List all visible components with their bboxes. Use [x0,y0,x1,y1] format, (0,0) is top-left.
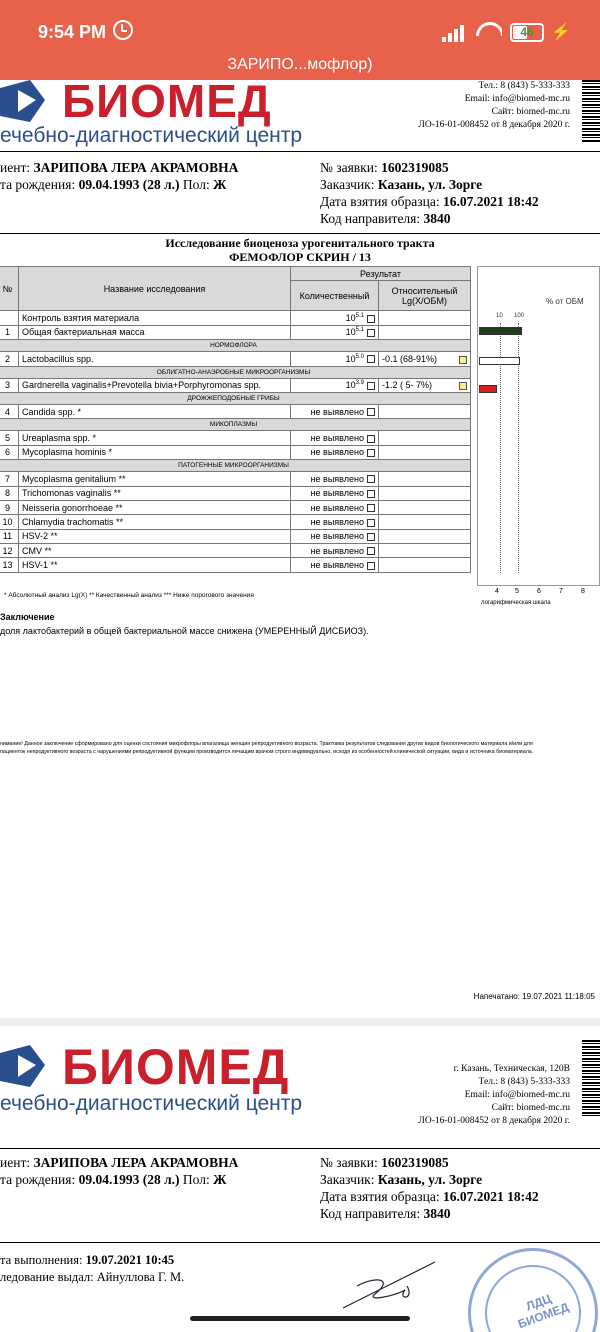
qty-value: не выявлено [310,406,364,417]
table-row [0,325,471,339]
patient-info [0,159,238,193]
sample-date-label: Дата взятия образца: [320,194,440,209]
row-num [0,311,19,325]
biomed-logo-icon [0,80,70,122]
lab-contacts [418,1063,570,1128]
row-rel [379,515,471,529]
checkbox-icon [367,533,375,541]
chart-bar [479,385,497,393]
row-qty [291,529,379,543]
qty-value: 10 [345,353,356,364]
tick: 5 [515,588,519,595]
row-name: Общая бактериальная масса [19,325,291,339]
ref-label: Код направителя: [320,1206,421,1221]
lab-site: Сайт: biomed-mc.ru [491,1103,570,1113]
dob-label: та рождения: [0,1172,76,1187]
row-rel [379,445,471,459]
printed-timestamp: Напечатано: 19.07.2021 11:18:05 [473,992,595,1001]
table-row [0,515,471,529]
checkbox-icon [367,449,375,457]
row-rel [379,529,471,543]
row-num: 10 [0,515,19,529]
group-row [0,419,471,431]
tick: 6 [537,588,541,595]
row-qty [291,558,379,572]
table-row [0,529,471,543]
table-row [0,445,471,459]
status-time: 9:54 PM [38,22,107,42]
group-row [0,460,471,472]
lab-site: Сайт: biomed-mc.ru [491,107,570,117]
order-label: № заявки: [320,160,378,175]
group-label: ОБЛИГАТНО-АНАЭРОБНЫЕ МИКРООРГАНИЗМЫ [0,366,471,378]
divider [0,1148,600,1149]
col-qty: Количественный [291,281,379,311]
group-label: МИКОПЛАЗМЫ [0,419,471,431]
client-label: иент: [0,1155,31,1170]
qty-value: не выявлено [310,433,364,444]
lab-brand: БИОМЕД [62,1039,290,1095]
sex-label: Пол: [182,177,210,192]
row-rel [379,325,471,339]
row-num: 11 [0,529,19,543]
qty-exponent: 5.1 [355,327,364,334]
dob-value: 09.04.1993 (28 л.) [78,1172,180,1187]
row-qty [291,311,379,325]
checkbox-icon [367,490,375,498]
stamp-text: ЛДЦ БИОМЕД [516,1291,571,1332]
barcode [582,1040,600,1118]
row-rel [379,378,471,392]
checkbox-icon [367,408,375,416]
qty-exponent: 3.9 [355,380,364,387]
group-label: ПАТОГЕННЫЕ МИКРООРГАНИЗМЫ [0,460,471,472]
qty-value: не выявлено [310,502,364,513]
conclusion-text: доля лактобактерий в общей бактериальной массе снижена (УМЕРЕННЫЙ ДИСБИОЗ). [0,626,369,636]
chart-scale-label: логарифмическая шкала [481,600,551,606]
qty-value: 10 [345,313,356,324]
checkbox-icon [367,435,375,443]
study-subtitle: ФЕМОФЛОР СКРИН / 13 [229,250,371,264]
home-indicator[interactable] [190,1316,410,1321]
lab-address: г. Казань, Техническая, 120В [453,1064,570,1074]
table-row [0,378,471,392]
tick: 7 [559,588,563,595]
table-row [0,500,471,514]
row-rel [379,486,471,500]
row-rel [379,404,471,418]
qty-value: не выявлено [310,473,364,484]
results-table [0,266,471,573]
row-qty [291,352,379,366]
table-row [0,352,471,366]
ref-label: Код направителя: [320,211,421,226]
group-label: НОРМОФЛОРА [0,340,471,352]
qty-value: не выявлено [310,516,364,527]
row-name: Mycoplasma genitalium ** [19,472,291,486]
row-num: 3 [0,378,19,392]
signal-icon [442,24,468,42]
table-row [0,311,471,325]
dob-value: 09.04.1993 (28 л.) [78,177,180,192]
checkbox-icon [367,547,375,555]
checkbox-icon [367,329,375,337]
client-name: ЗАРИПОВА ЛЕРА АКРАМОВНА [33,160,239,175]
row-qty [291,378,379,392]
lab-phone: Тел.: 8 (843) 5-333-333 [478,81,570,91]
lab-license: ЛО-16-01-008452 от 8 декабря 2020 г. [418,1116,570,1126]
row-rel [379,544,471,558]
chart-top-tick: 100 [514,313,525,319]
log-chart [477,266,600,586]
qty-value: не выявлено [310,488,364,499]
rel-value: -0.1 (68-91%) [382,353,438,364]
row-num: 4 [0,404,19,418]
row-qty [291,431,379,445]
col-rel: Относительный Lg(X/ОБМ) [379,281,471,311]
group-row [0,340,471,352]
sample-date-value: 16.07.2021 18:42 [442,1189,539,1204]
group-row [0,366,471,378]
table-row [0,544,471,558]
signature [335,1256,445,1316]
chart-bar [479,327,522,335]
row-qty [291,404,379,418]
row-name: Candida spp. * [19,404,291,418]
row-qty [291,500,379,514]
done-value: 19.07.2021 10:45 [85,1253,175,1267]
rel-value: -1.2 ( 5- 7%) [382,380,433,391]
row-name: Neisseria gonorrhoeae ** [19,500,291,514]
execution-info [0,1252,184,1286]
lab-email: Email: info@biomed-mc.ru [464,94,570,104]
patient-info [0,1154,238,1188]
charging-icon: ⚡ [551,24,571,41]
page-break [0,1018,600,1026]
row-rel [379,500,471,514]
customer-value: Казань, ул. Зорге [377,1172,483,1187]
divider [0,1242,600,1243]
order-info [320,159,539,227]
checkbox-icon [367,562,375,570]
issued-label: ледование выдал: [0,1270,94,1284]
table-row [0,558,471,572]
lab-contacts [418,80,570,132]
row-name: CMV ** [19,544,291,558]
chart-top-tick: 10 [496,313,503,319]
row-num: 13 [0,558,19,572]
sex-value: Ж [213,1172,227,1187]
row-num: 2 [0,352,19,366]
row-name: Ureaplasma spp. * [19,431,291,445]
row-num: 5 [0,431,19,445]
row-qty [291,445,379,459]
checkbox-icon [367,355,375,363]
row-rel [379,558,471,572]
checkbox-icon [367,519,375,527]
sample-date-value: 16.07.2021 18:42 [442,194,539,209]
barcode [582,80,600,142]
ref-value: 3840 [423,1206,451,1221]
alarm-icon [113,20,133,40]
lab-brand: БИОМЕД [62,75,272,127]
order-value: 1602319085 [381,160,449,175]
row-qty [291,325,379,339]
customer-value: Казань, ул. Зорге [377,177,483,192]
group-label: ДРОЖЖЕПОДОБНЫЕ ГРИБЫ [0,392,471,404]
table-row [0,486,471,500]
order-info [320,1154,539,1222]
biomed-logo-icon [0,1045,70,1087]
row-name: HSV-2 ** [19,529,291,543]
row-name: Контроль взятия материала [19,311,291,325]
tick: 4 [495,588,499,595]
qty-value: не выявлено [310,447,364,458]
row-rel [379,431,471,445]
warning-text: нимание! Данное заключение сформировано для оценки состояния микрофлоры влагалища женщин репродуктивного возраста. Трактовка результатов следования других видов биологического материала и/или для пациенток непродуктивного возраста с нарушениями репродуктивной функции производится лечащим врачом строго индивидуально, исходя из особенностей клинической ситуации, вида и источника биоматериала. [0,741,534,755]
marker-icon [459,356,467,364]
row-num: 6 [0,445,19,459]
qty-exponent: 5.0 [355,353,364,360]
divider [0,151,600,152]
row-name: Trichomonas vaginalis ** [19,486,291,500]
study-title: Исследование биоценоза урогенитального тракта [165,236,435,250]
issued-value: Айнуллова Г. М. [96,1270,185,1284]
lab-phone: Тел.: 8 (843) 5-333-333 [478,1077,570,1087]
table-row [0,404,471,418]
customer-label: Заказчик: [320,1172,375,1187]
tick: 8 [581,588,585,595]
conclusion-heading: Заключение [0,612,55,622]
group-row [0,392,471,404]
lab-subtitle: ечебно-диагностический центр [0,124,303,147]
wifi-icon [476,22,502,42]
row-num: 9 [0,500,19,514]
document-title[interactable]: ЗАРИПО...мофлор) [227,56,373,73]
sample-date-label: Дата взятия образца: [320,1189,440,1204]
lab-stamp [468,1248,598,1332]
battery-level: 46 [520,25,534,39]
battery-icon [510,23,544,42]
row-num: 12 [0,544,19,558]
checkbox-icon [367,382,375,390]
row-qty [291,544,379,558]
row-qty [291,515,379,529]
chart-bar [479,357,520,365]
row-num: 8 [0,486,19,500]
row-rel [379,472,471,486]
row-name: HSV-1 ** [19,558,291,572]
row-name: Chlamydia trachomatis ** [19,515,291,529]
checkbox-icon [367,315,375,323]
col-name: Название исследования [19,267,291,311]
row-name: Lactobacillus spp. [19,352,291,366]
ref-value: 3840 [423,211,451,226]
lab-subtitle: ечебно-диагностический центр [0,1092,303,1115]
qty-exponent: 5.1 [355,313,364,320]
qty-value: не выявлено [310,560,364,571]
client-name: ЗАРИПОВА ЛЕРА АКРАМОВНА [33,1155,239,1170]
col-result: Результат [291,267,471,281]
row-qty [291,472,379,486]
checkbox-icon [367,475,375,483]
order-value: 1602319085 [381,1155,449,1170]
table-footnote: * Абсолютный анализ Lg(X) ** Качественный анализ *** Ниже порогового значения [4,592,254,599]
col-num: № [0,267,19,311]
chart-header: % от ОБМ [546,297,584,306]
divider [0,233,600,234]
row-rel [379,352,471,366]
sex-label: Пол: [182,1172,210,1187]
client-label: иент: [0,160,31,175]
order-label: № заявки: [320,1155,378,1170]
row-qty [291,486,379,500]
marker-icon [459,382,467,390]
done-label: та выполнения: [0,1253,83,1267]
qty-value: не выявлено [310,531,364,542]
qty-value: 10 [345,380,356,391]
table-row [0,472,471,486]
row-num: 7 [0,472,19,486]
row-num: 1 [0,325,19,339]
qty-value: 10 [345,327,356,338]
row-rel [379,311,471,325]
lab-email: Email: info@biomed-mc.ru [464,1090,570,1100]
checkbox-icon [367,504,375,512]
status-bar [0,0,600,80]
customer-label: Заказчик: [320,177,375,192]
row-name: Gardnerella vaginalis+Prevotella bivia+Porphyromonas spp. [19,378,291,392]
row-name: Mycoplasma hominis * [19,445,291,459]
lab-license: ЛО-16-01-008452 от 8 декабря 2020 г. [418,120,570,130]
sex-value: Ж [213,177,227,192]
dob-label: та рождения: [0,177,76,192]
table-row [0,431,471,445]
qty-value: не выявлено [310,545,364,556]
